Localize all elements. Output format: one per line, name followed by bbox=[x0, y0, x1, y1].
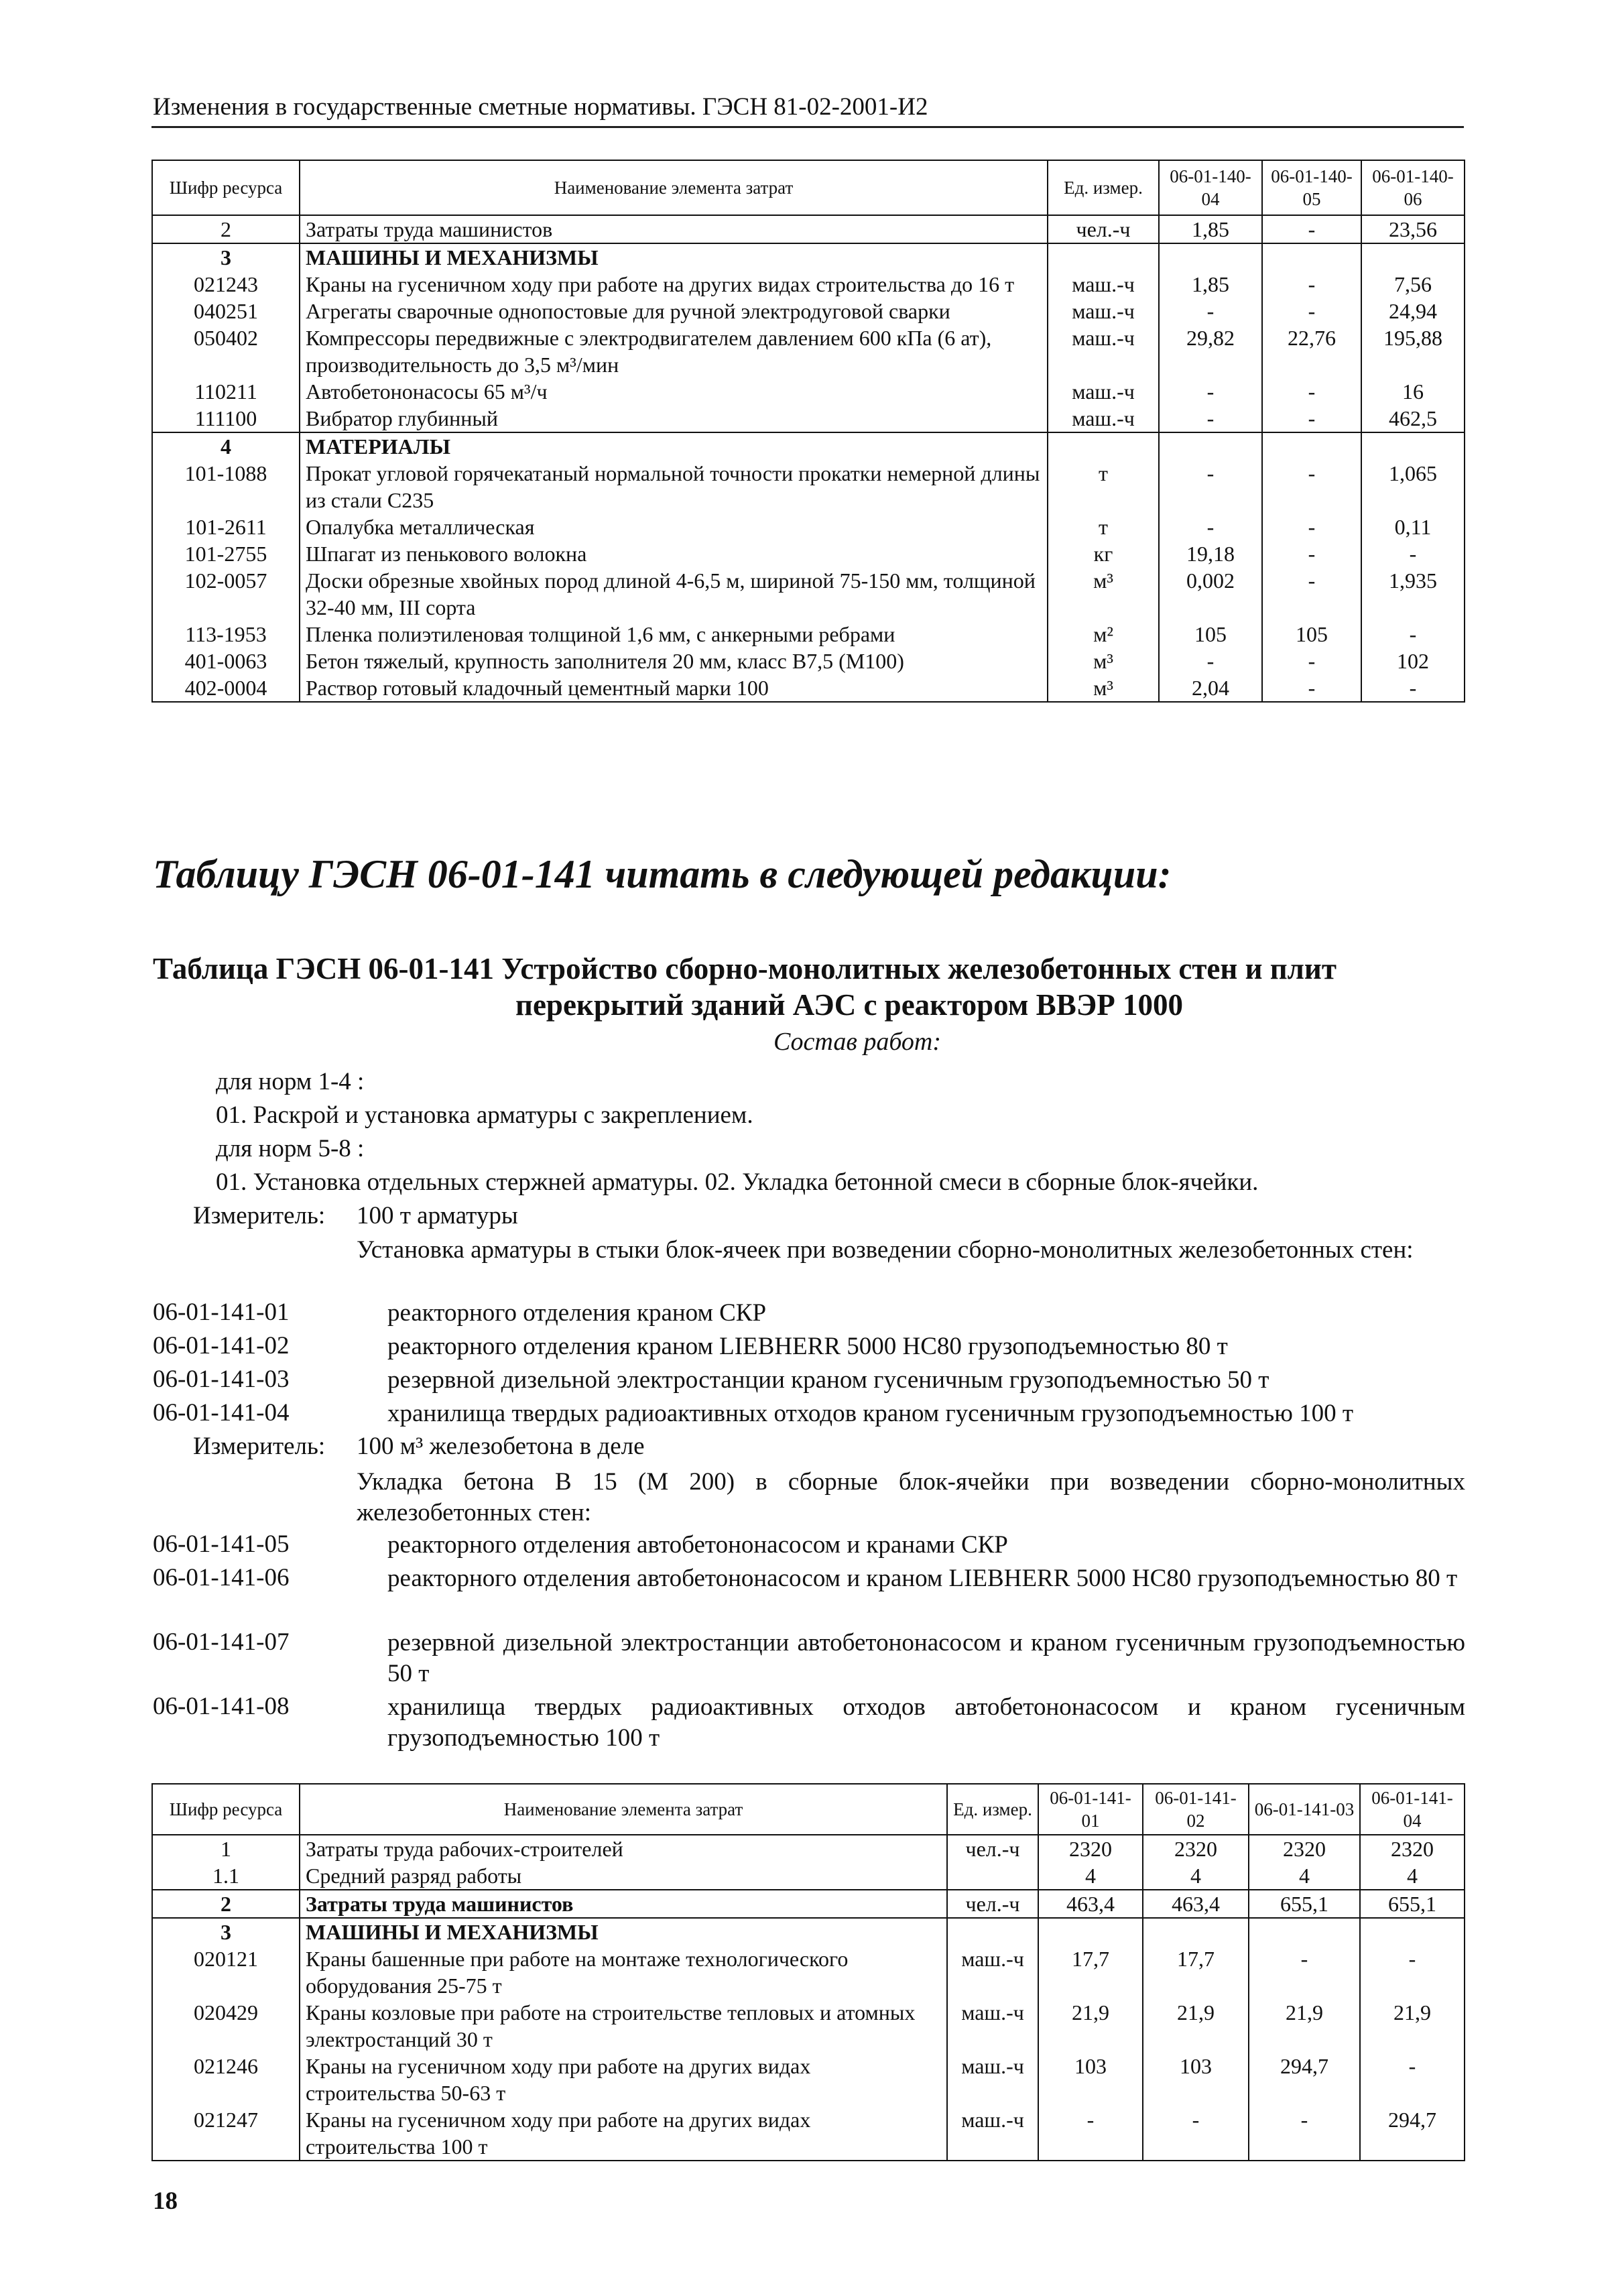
table-row bbox=[152, 648, 1465, 674]
table-row bbox=[152, 215, 1465, 243]
cell-name: Краны на гусеничном ходу при работе на других видах строительства до 16 т bbox=[300, 271, 1048, 298]
cell-code: 1 bbox=[152, 1835, 300, 1862]
cell-code: 110211 bbox=[152, 378, 300, 405]
cell-code: 040251 bbox=[152, 298, 300, 324]
cell-c3: 1,935 bbox=[1361, 567, 1465, 621]
cell-unit: м² bbox=[1048, 621, 1159, 648]
cell-c2: - bbox=[1262, 378, 1361, 405]
cell-unit: т bbox=[1048, 513, 1159, 540]
cell-name: Агрегаты сварочные однопостовые для ручной электродуговой сварки bbox=[300, 298, 1048, 324]
cell-name: МАШИНЫ И МЕХАНИЗМЫ bbox=[300, 243, 1048, 271]
header-col-1: 06-01-141-01 bbox=[1038, 1784, 1143, 1835]
cell-c1: 2320 bbox=[1038, 1835, 1143, 1862]
cell-c1: 4 bbox=[1038, 1862, 1143, 1890]
cell-unit bbox=[947, 1862, 1038, 1890]
cell-unit bbox=[947, 1918, 1038, 1945]
norm-text: реакторного отделения краном СКР bbox=[387, 1299, 767, 1327]
meter-label-1: Измеритель: bbox=[193, 1202, 326, 1229]
cell-c3: 21,9 bbox=[1249, 1999, 1360, 2053]
cell-c4: - bbox=[1360, 1945, 1465, 1999]
cell-c3 bbox=[1361, 243, 1465, 271]
cell-c3: - bbox=[1361, 674, 1465, 702]
norm-code: 06-01-141-07 bbox=[153, 1628, 290, 1656]
cell-c3 bbox=[1249, 1918, 1360, 1945]
cell-c2: - bbox=[1262, 540, 1361, 567]
table-row bbox=[152, 298, 1465, 324]
cell-c3: 294,7 bbox=[1249, 2053, 1360, 2106]
meter-label-2: Измеритель: bbox=[193, 1433, 326, 1460]
table-row bbox=[152, 540, 1465, 567]
cell-c3: 655,1 bbox=[1249, 1890, 1360, 1918]
cell-c3: 102 bbox=[1361, 648, 1465, 674]
cell-c2: - bbox=[1262, 215, 1361, 243]
table-row bbox=[152, 513, 1465, 540]
cell-c3: 1,065 bbox=[1361, 460, 1465, 513]
table-header-row bbox=[152, 160, 1465, 215]
cell-name: Вибратор глубинный bbox=[300, 405, 1048, 432]
cell-c2: 21,9 bbox=[1143, 1999, 1249, 2053]
composition-item-1: 01. Раскрой и установка арматуры с закреплением. bbox=[216, 1101, 753, 1129]
table-row bbox=[152, 2053, 1465, 2106]
table-row bbox=[152, 405, 1465, 432]
table-title-line-2: перекрытий зданий АЭС с реактором ВВЭР 1000 bbox=[515, 988, 1183, 1022]
header-col-3: 06-01-141-03 bbox=[1249, 1784, 1360, 1835]
cell-c3: - bbox=[1361, 621, 1465, 648]
cell-unit: кг bbox=[1048, 540, 1159, 567]
cell-c4: 21,9 bbox=[1360, 1999, 1465, 2053]
cell-unit: м³ bbox=[1048, 648, 1159, 674]
cell-name: Затраты труда рабочих-строителей bbox=[300, 1835, 947, 1862]
cell-c1: - bbox=[1159, 513, 1262, 540]
table-row bbox=[152, 432, 1465, 460]
cell-c3: 195,88 bbox=[1361, 324, 1465, 378]
cell-unit: маш.-ч bbox=[1048, 324, 1159, 378]
cell-c2: - bbox=[1143, 2106, 1249, 2161]
cell-name: Краны башенные при работе на монтаже технологического оборудования 25-75 т bbox=[300, 1945, 947, 1999]
cell-c1: - bbox=[1159, 648, 1262, 674]
cell-c1: 21,9 bbox=[1038, 1999, 1143, 2053]
cell-c3: 24,94 bbox=[1361, 298, 1465, 324]
table-row bbox=[152, 324, 1465, 378]
page-number: 18 bbox=[153, 2187, 178, 2215]
for-norms-1-4: для норм 1-4 : bbox=[216, 1068, 365, 1095]
cell-code: 101-1088 bbox=[152, 460, 300, 513]
table-row bbox=[152, 1999, 1465, 2053]
cell-c4 bbox=[1360, 1918, 1465, 1945]
header-rule bbox=[151, 126, 1464, 128]
running-header: Изменения в государственные сметные нормативы. ГЭСН 81-02-2001-И2 bbox=[153, 93, 928, 121]
cell-name: МАШИНЫ И МЕХАНИЗМЫ bbox=[300, 1918, 947, 1945]
table-row bbox=[152, 2106, 1465, 2161]
cell-c2: 103 bbox=[1143, 2053, 1249, 2106]
table-title-line-1: Таблица ГЭСН 06-01-141 Устройство сборно-монолитных железобетонных стен и плит bbox=[153, 952, 1337, 985]
cell-c2: 463,4 bbox=[1143, 1890, 1249, 1918]
cell-unit: м³ bbox=[1048, 567, 1159, 621]
cell-c2: 105 bbox=[1262, 621, 1361, 648]
table-row bbox=[152, 460, 1465, 513]
cell-c1: 103 bbox=[1038, 2053, 1143, 2106]
norm-text: резервной дизельной электростанции автобетононасосом и краном гусеничным грузоподъемностью 50 т bbox=[387, 1629, 1465, 1687]
group-2-description: Укладка бетона В 15 (М 200) в сборные блок-ячейки при возведении сборно-монолитных железобетонных стен: bbox=[357, 1468, 1465, 1526]
cell-c2: - bbox=[1262, 271, 1361, 298]
norm-text: реакторного отделения краном LIEBHERR 5000 HC80 грузоподъемностью 80 т bbox=[387, 1333, 1228, 1360]
cell-c1: 1,85 bbox=[1159, 271, 1262, 298]
table-row bbox=[152, 567, 1465, 621]
table-row bbox=[152, 243, 1465, 271]
cell-c2 bbox=[1262, 432, 1361, 460]
header-col-4: 06-01-141-04 bbox=[1360, 1784, 1465, 1835]
cell-c1 bbox=[1159, 432, 1262, 460]
cell-c1: - bbox=[1038, 2106, 1143, 2161]
cell-c3: 462,5 bbox=[1361, 405, 1465, 432]
cell-c1: 29,82 bbox=[1159, 324, 1262, 378]
cell-c2 bbox=[1262, 243, 1361, 271]
composition-title: Состав работ: bbox=[773, 1028, 942, 1056]
cell-name: Бетон тяжелый, крупность заполнителя 20 мм, класс В7,5 (М100) bbox=[300, 648, 1048, 674]
cell-unit: м³ bbox=[1048, 674, 1159, 702]
cell-c1 bbox=[1159, 243, 1262, 271]
cell-name: Автобетононасосы 65 м³/ч bbox=[300, 378, 1048, 405]
table-row bbox=[152, 674, 1465, 702]
header-col-2: 06-01-140-05 bbox=[1262, 160, 1361, 215]
cell-code: 102-0057 bbox=[152, 567, 300, 621]
cell-c1: 1,85 bbox=[1159, 215, 1262, 243]
cell-code: 1.1 bbox=[152, 1862, 300, 1890]
cell-name: Краны на гусеничном ходу при работе на других видах строительства 100 т bbox=[300, 2106, 947, 2161]
norm-text: хранилища твердых радиоактивных отходов автобетононасосом и краном гусеничным грузоподъемностью 100 т bbox=[387, 1693, 1465, 1752]
cell-unit: маш.-ч bbox=[947, 1999, 1038, 2053]
cell-unit: т bbox=[1048, 460, 1159, 513]
cell-unit: чел.-ч bbox=[1048, 215, 1159, 243]
header-code: Шифр ресурса bbox=[152, 1784, 300, 1835]
norm-text: реакторного отделения автобетононасосом и кранами СКР bbox=[387, 1531, 1008, 1559]
cell-c1: 463,4 bbox=[1038, 1890, 1143, 1918]
header-col-1: 06-01-140-04 bbox=[1159, 160, 1262, 215]
resource-table-141 bbox=[151, 1783, 1465, 2161]
cell-c4: 294,7 bbox=[1360, 2106, 1465, 2161]
cell-unit: маш.-ч bbox=[947, 2053, 1038, 2106]
cell-c1: 0,002 bbox=[1159, 567, 1262, 621]
cell-name: Затраты труда машинистов bbox=[300, 1890, 947, 1918]
cell-c3: 0,11 bbox=[1361, 513, 1465, 540]
cell-unit bbox=[1048, 432, 1159, 460]
cell-c1: 19,18 bbox=[1159, 540, 1262, 567]
norm-code: 06-01-141-05 bbox=[153, 1530, 290, 1558]
cell-code: 4 bbox=[152, 432, 300, 460]
cell-c2: 22,76 bbox=[1262, 324, 1361, 378]
cell-name: Шпагат из пенькового волокна bbox=[300, 540, 1048, 567]
table-row bbox=[152, 1862, 1465, 1890]
norm-code: 06-01-141-06 bbox=[153, 1564, 290, 1591]
cell-code: 101-2755 bbox=[152, 540, 300, 567]
norm-text: хранилища твердых радиоактивных отходов краном гусеничным грузоподъемностью 100 т bbox=[387, 1400, 1354, 1427]
cell-c3 bbox=[1361, 432, 1465, 460]
cell-code: 020121 bbox=[152, 1945, 300, 1999]
composition-item-2: 01. Установка отдельных стержней арматуры. 02. Укладка бетонной смеси в сборные блок-ячейки. bbox=[216, 1168, 1259, 1196]
norm-code: 06-01-141-02 bbox=[153, 1332, 290, 1360]
cell-unit: маш.-ч bbox=[1048, 298, 1159, 324]
cell-code: 3 bbox=[152, 243, 300, 271]
cell-code: 021243 bbox=[152, 271, 300, 298]
header-col-3: 06-01-140-06 bbox=[1361, 160, 1465, 215]
norm-text: реакторного отделения автобетононасосом и краном LIEBHERR 5000 HC80 грузоподъемностью 80 т bbox=[387, 1565, 1458, 1592]
cell-code: 3 bbox=[152, 1918, 300, 1945]
cell-name: Доски обрезные хвойных пород длиной 4-6,5 м, шириной 75-150 мм, толщиной 32-40 мм, III сорта bbox=[300, 567, 1048, 621]
cell-c3: 16 bbox=[1361, 378, 1465, 405]
table-row bbox=[152, 1918, 1465, 1945]
header-code: Шифр ресурса bbox=[152, 160, 300, 215]
cell-name: Пленка полиэтиленовая толщиной 1,6 мм, с анкерными ребрами bbox=[300, 621, 1048, 648]
cell-code: 101-2611 bbox=[152, 513, 300, 540]
norm-text: резервной дизельной электростанции краном гусеничным грузоподъемностью 50 т bbox=[387, 1366, 1269, 1394]
cell-code: 402-0004 bbox=[152, 674, 300, 702]
cell-name: Краны на гусеничном ходу при работе на других видах строительства 50-63 т bbox=[300, 2053, 947, 2106]
cell-c1: - bbox=[1159, 378, 1262, 405]
cell-c3: - bbox=[1249, 1945, 1360, 1999]
cell-c1: - bbox=[1159, 460, 1262, 513]
norm-code: 06-01-141-04 bbox=[153, 1399, 290, 1427]
cell-unit: маш.-ч bbox=[1048, 378, 1159, 405]
norm-code: 06-01-141-03 bbox=[153, 1366, 290, 1393]
table-row bbox=[152, 378, 1465, 405]
cell-c2: - bbox=[1262, 674, 1361, 702]
cell-c2: - bbox=[1262, 298, 1361, 324]
cell-name: Прокат угловой горячекатаный нормальной точности прокатки немерной длины из стали С235 bbox=[300, 460, 1048, 513]
cell-code: 021246 bbox=[152, 2053, 300, 2106]
cell-c4: 4 bbox=[1360, 1862, 1465, 1890]
norm-code: 06-01-141-01 bbox=[153, 1298, 290, 1326]
table-row bbox=[152, 621, 1465, 648]
cell-code: 021247 bbox=[152, 2106, 300, 2161]
cell-c4: - bbox=[1360, 2053, 1465, 2106]
cell-unit: маш.-ч bbox=[1048, 405, 1159, 432]
cell-c3: 7,56 bbox=[1361, 271, 1465, 298]
cell-name: Опалубка металлическая bbox=[300, 513, 1048, 540]
resource-table-140 bbox=[151, 160, 1465, 703]
edit-instruction-heading: Таблицу ГЭСН 06-01-141 читать в следующей редакции: bbox=[153, 852, 1172, 896]
cell-c2: - bbox=[1262, 513, 1361, 540]
header-name: Наименование элемента затрат bbox=[300, 1784, 947, 1835]
header-unit: Ед. измер. bbox=[947, 1784, 1038, 1835]
meter-value-1: 100 т арматуры bbox=[357, 1202, 518, 1229]
table-row bbox=[152, 1890, 1465, 1918]
cell-c2: 17,7 bbox=[1143, 1945, 1249, 1999]
header-unit: Ед. измер. bbox=[1048, 160, 1159, 215]
cell-c3: 4 bbox=[1249, 1862, 1360, 1890]
for-norms-5-8: для норм 5-8 : bbox=[216, 1135, 365, 1162]
group-1-description: Установка арматуры в стыки блок-ячеек при возведении сборно-монолитных железобетонных стен: bbox=[357, 1236, 1414, 1264]
cell-code: 2 bbox=[152, 215, 300, 243]
cell-code: 113-1953 bbox=[152, 621, 300, 648]
cell-unit: маш.-ч bbox=[947, 2106, 1038, 2161]
header-name: Наименование элемента затрат bbox=[300, 160, 1048, 215]
cell-code: 111100 bbox=[152, 405, 300, 432]
table-row bbox=[152, 271, 1465, 298]
norm-code: 06-01-141-08 bbox=[153, 1693, 290, 1720]
cell-c2: - bbox=[1262, 460, 1361, 513]
table-row bbox=[152, 1945, 1465, 1999]
table-row bbox=[152, 1835, 1465, 1862]
table-title bbox=[153, 951, 1465, 1023]
cell-c4: 655,1 bbox=[1360, 1890, 1465, 1918]
cell-c1: 105 bbox=[1159, 621, 1262, 648]
cell-c2: 2320 bbox=[1143, 1835, 1249, 1862]
cell-name: Средний разряд работы bbox=[300, 1862, 947, 1890]
cell-c3: 23,56 bbox=[1361, 215, 1465, 243]
cell-c1: 17,7 bbox=[1038, 1945, 1143, 1999]
cell-unit bbox=[1048, 243, 1159, 271]
cell-unit: маш.-ч bbox=[947, 1945, 1038, 1999]
cell-c3: - bbox=[1361, 540, 1465, 567]
cell-code: 050402 bbox=[152, 324, 300, 378]
cell-code: 2 bbox=[152, 1890, 300, 1918]
cell-c2: 4 bbox=[1143, 1862, 1249, 1890]
cell-code: 020429 bbox=[152, 1999, 300, 2053]
cell-c3: - bbox=[1249, 2106, 1360, 2161]
cell-name: Краны козловые при работе на строительстве тепловых и атомных электростанций 30 т bbox=[300, 1999, 947, 2053]
cell-unit: чел.-ч bbox=[947, 1890, 1038, 1918]
cell-c4: 2320 bbox=[1360, 1835, 1465, 1862]
cell-name: Затраты труда машинистов bbox=[300, 215, 1048, 243]
cell-name: Раствор готовый кладочный цементный марки 100 bbox=[300, 674, 1048, 702]
cell-c2: - bbox=[1262, 648, 1361, 674]
header-col-2: 06-01-141-02 bbox=[1143, 1784, 1249, 1835]
cell-c2: - bbox=[1262, 567, 1361, 621]
cell-name: Компрессоры передвижные с электродвигателем давлением 600 кПа (6 ат), производительность до 3,5 м³/мин bbox=[300, 324, 1048, 378]
cell-c1: - bbox=[1159, 405, 1262, 432]
cell-code: 401-0063 bbox=[152, 648, 300, 674]
cell-name: МАТЕРИАЛЫ bbox=[300, 432, 1048, 460]
cell-unit: чел.-ч bbox=[947, 1835, 1038, 1862]
cell-c2: - bbox=[1262, 405, 1361, 432]
table-header-row bbox=[152, 1784, 1465, 1835]
cell-c2 bbox=[1143, 1918, 1249, 1945]
cell-c1 bbox=[1038, 1918, 1143, 1945]
cell-unit: маш.-ч bbox=[1048, 271, 1159, 298]
meter-value-2: 100 м³ железобетона в деле bbox=[357, 1433, 645, 1460]
cell-c1: 2,04 bbox=[1159, 674, 1262, 702]
cell-c3: 2320 bbox=[1249, 1835, 1360, 1862]
cell-c1: - bbox=[1159, 298, 1262, 324]
